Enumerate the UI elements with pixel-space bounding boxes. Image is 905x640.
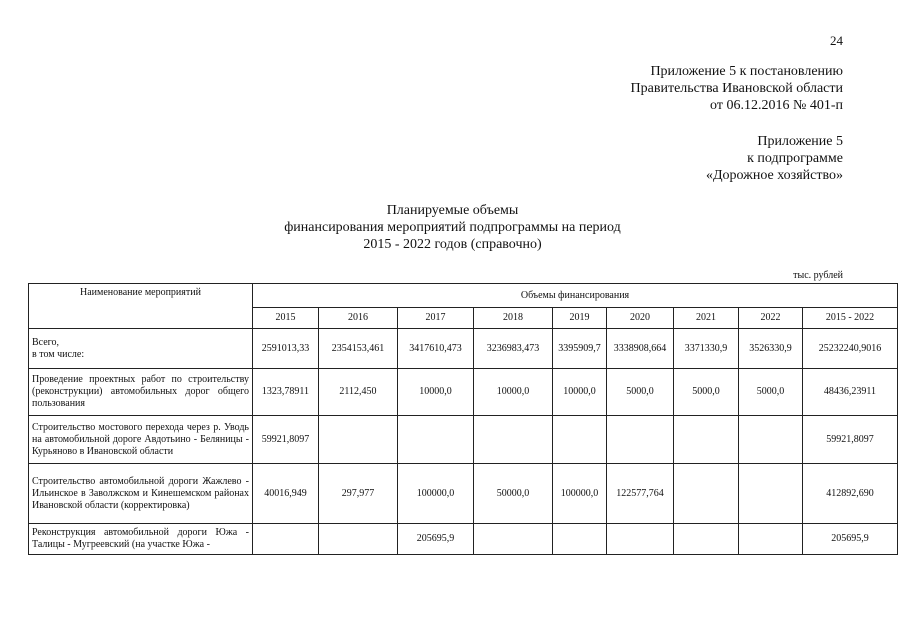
year-header: 2019 bbox=[553, 308, 607, 329]
document-title bbox=[0, 202, 905, 253]
value-cell: 2354153,461 bbox=[319, 329, 398, 369]
year-header: 2015 - 2022 bbox=[803, 308, 898, 329]
value-cell: 59921,8097 bbox=[253, 416, 319, 464]
name-column-header: Наименование мероприятий bbox=[29, 284, 253, 329]
table-row bbox=[29, 524, 898, 555]
appendix-resolution-line-2: Правительства Ивановской области bbox=[630, 81, 843, 96]
table-row bbox=[29, 416, 898, 464]
value-cell: 5000,0 bbox=[674, 369, 739, 416]
value-cell bbox=[474, 524, 553, 555]
value-cell: 5000,0 bbox=[739, 369, 803, 416]
table-row bbox=[29, 329, 898, 369]
value-cell bbox=[674, 524, 739, 555]
value-cell bbox=[253, 524, 319, 555]
value-cell bbox=[553, 416, 607, 464]
total-cell: 205695,9 bbox=[803, 524, 898, 555]
value-cell: 50000,0 bbox=[474, 464, 553, 524]
year-header: 2016 bbox=[319, 308, 398, 329]
year-header: 2020 bbox=[607, 308, 674, 329]
value-cell bbox=[739, 464, 803, 524]
appendix-subprogram-line-2: к подпрограмме bbox=[747, 151, 843, 166]
table-header-row bbox=[29, 284, 898, 308]
value-cell: 2591013,33 bbox=[253, 329, 319, 369]
table-row bbox=[29, 464, 898, 524]
value-cell bbox=[474, 416, 553, 464]
value-cell: 100000,0 bbox=[553, 464, 607, 524]
value-cell: 122577,764 bbox=[607, 464, 674, 524]
value-cell bbox=[607, 524, 674, 555]
value-cell bbox=[739, 416, 803, 464]
value-cell: 3236983,473 bbox=[474, 329, 553, 369]
page-number: 24 bbox=[830, 33, 843, 48]
value-cell bbox=[319, 524, 398, 555]
value-cell: 205695,9 bbox=[398, 524, 474, 555]
value-cell: 297,977 bbox=[319, 464, 398, 524]
value-cell: 3417610,473 bbox=[398, 329, 474, 369]
value-cell: 2112,450 bbox=[319, 369, 398, 416]
value-cell: 5000,0 bbox=[607, 369, 674, 416]
value-cell bbox=[739, 524, 803, 555]
financing-group-header: Объемы финансирования bbox=[253, 284, 898, 308]
appendix-subprogram-line-1: Приложение 5 bbox=[757, 134, 843, 149]
year-header: 2017 bbox=[398, 308, 474, 329]
year-header: 2022 bbox=[739, 308, 803, 329]
value-cell bbox=[398, 416, 474, 464]
appendix-subprogram-line-3: «Дорожное хозяйство» bbox=[705, 168, 843, 183]
appendix-subprogram-block bbox=[706, 133, 843, 184]
title-line-3: 2015 - 2022 годов (справочно) bbox=[363, 237, 542, 252]
financing-table bbox=[28, 283, 898, 555]
year-header: 2015 bbox=[253, 308, 319, 329]
value-cell: 3371330,9 bbox=[674, 329, 739, 369]
value-cell bbox=[553, 524, 607, 555]
value-cell bbox=[674, 416, 739, 464]
value-cell: 10000,0 bbox=[474, 369, 553, 416]
units-label: тыс. рублей bbox=[793, 270, 843, 281]
appendix-resolution-line-1: Приложение 5 к постановлению bbox=[650, 64, 843, 79]
row-name: Строительство автомобильной дороги Жажлево - Ильинское в Заволжском и Кинешемском районах Ивановской области (корректировка) bbox=[29, 464, 253, 524]
value-cell: 40016,949 bbox=[253, 464, 319, 524]
total-cell: 48436,23911 bbox=[803, 369, 898, 416]
value-cell: 10000,0 bbox=[398, 369, 474, 416]
value-cell: 10000,0 bbox=[553, 369, 607, 416]
row-name: Всего, в том числе: bbox=[29, 329, 253, 369]
appendix-resolution-line-3: от 06.12.2016 № 401-п bbox=[710, 98, 843, 113]
year-header: 2018 bbox=[474, 308, 553, 329]
total-cell: 412892,690 bbox=[803, 464, 898, 524]
value-cell bbox=[607, 416, 674, 464]
table-row bbox=[29, 369, 898, 416]
year-header: 2021 bbox=[674, 308, 739, 329]
value-cell: 100000,0 bbox=[398, 464, 474, 524]
appendix-resolution-block bbox=[631, 63, 843, 114]
title-line-2: финансирования мероприятий подпрограммы на период bbox=[284, 220, 621, 235]
value-cell: 1323,78911 bbox=[253, 369, 319, 416]
row-name: Строительство мостового перехода через р. Уводь на автомобильной дороге Авдотьино - Беляницы - Курьяново в Ивановской области bbox=[29, 416, 253, 464]
value-cell: 3395909,7 bbox=[553, 329, 607, 369]
title-line-1: Планируемые объемы bbox=[386, 203, 519, 218]
row-name: Проведение проектных работ по строительству (реконструкции) автомобильных дорог общего пользования bbox=[29, 369, 253, 416]
value-cell: 3338908,664 bbox=[607, 329, 674, 369]
total-cell: 25232240,9016 bbox=[803, 329, 898, 369]
row-name: Реконструкция автомобильной дороги Южа - Талицы - Мугреевский (на участке Южа - bbox=[29, 524, 253, 555]
value-cell bbox=[674, 464, 739, 524]
value-cell bbox=[319, 416, 398, 464]
value-cell: 3526330,9 bbox=[739, 329, 803, 369]
total-cell: 59921,8097 bbox=[803, 416, 898, 464]
